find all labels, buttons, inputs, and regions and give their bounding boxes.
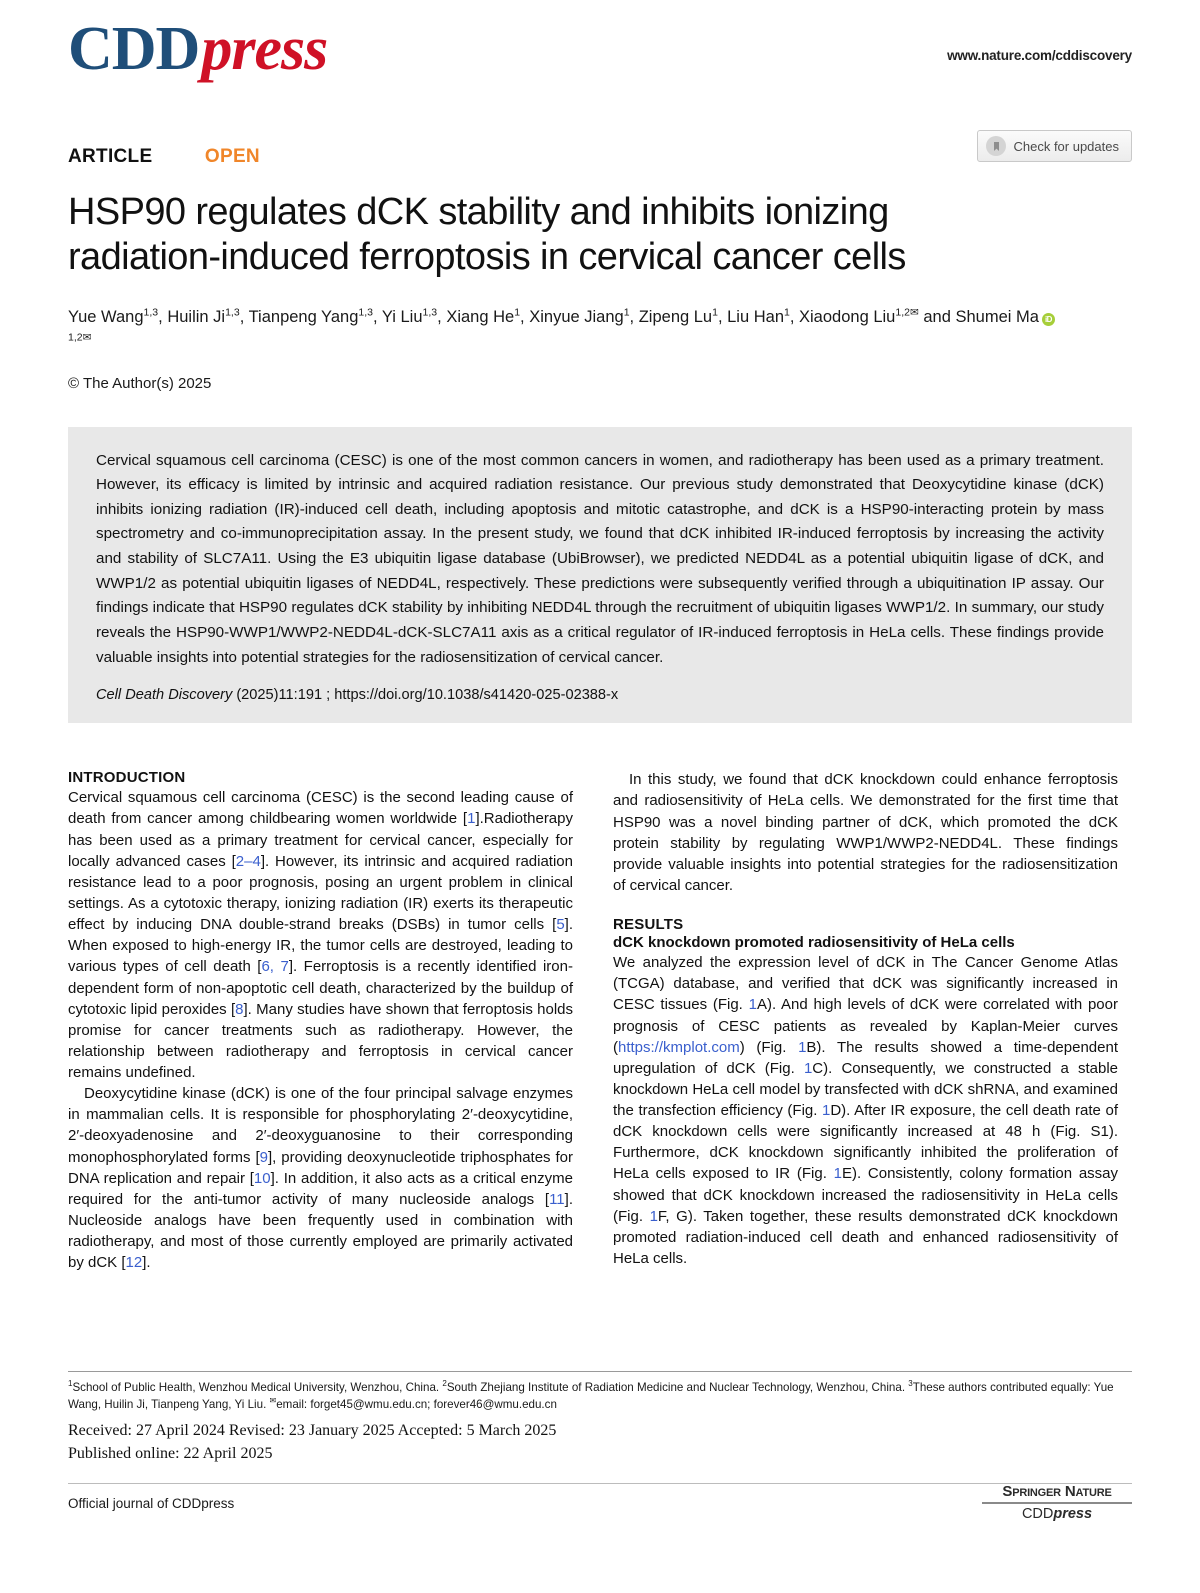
author-name[interactable]: Liu Han — [727, 308, 784, 327]
figure-link[interactable]: 1 — [822, 1102, 831, 1120]
intro2-text-c: ]. In addition, it also acts as a critical enzyme required for the anti-tumor activity of many nucleoside analogs [ — [68, 1169, 573, 1208]
author-affil-sup: 1 — [784, 306, 790, 319]
affiliations-block — [68, 1380, 1132, 1414]
affiliation-1: School of Public Health, Wenzhou Medical University, Wenzhou, China. — [72, 1381, 443, 1394]
author-affil-sup: 1,3 — [358, 306, 373, 319]
footer-cdd-text: CDD — [1021, 1506, 1054, 1522]
affil-sup-2: 2 — [442, 1379, 447, 1389]
author-name[interactable]: Xiang He — [446, 308, 515, 327]
published-online-line: Published online: 22 April 2025 — [68, 1445, 273, 1463]
figure-link[interactable]: 1 — [649, 1207, 658, 1225]
author-conjunction: and — [923, 308, 951, 327]
author-name[interactable]: Xiaodong Liu — [799, 308, 896, 327]
section-heading-introduction: INTRODUCTION — [68, 769, 186, 787]
results-text-f: D). After IR exposure, the cell death rate of dCK knockdown cells were significantly increased at 48 h (Fig. S1). Furthermore, dCK knockdown significantly inhibited the proliferation of HeLa cells exposed to IR (Fig. — [613, 1102, 1118, 1183]
reference-link[interactable]: 9 — [259, 1148, 269, 1166]
copyright-line: © The Author(s) 2025 — [68, 374, 212, 392]
results-text-d: B). The results showed a time-dependent upregulation of dCK (Fig. — [613, 1038, 1118, 1077]
section-heading-results: RESULTS — [613, 916, 684, 934]
results-text-h: F, G). Taken together, these results demonstrated dCK knockdown promoted radiation-induced cell death and enhanced radiosensitivity of HeLa cells. — [613, 1207, 1118, 1268]
cddpress-footer-text — [982, 1506, 1132, 1522]
intro2-text-d: ]. Nucleoside analogs have been frequently used in combination with radiotherapy, and most of those currently employed are primarily activated by dCK [ — [68, 1190, 573, 1272]
springer-nature-text: Springer Nature — [1002, 1483, 1112, 1500]
section-spacer — [613, 896, 1118, 916]
author-name[interactable]: Yue Wang — [68, 308, 144, 327]
intro-continuation-paragraph: In this study, we found that dCK knockdown could enhance ferroptosis and radiosensitivity of HeLa cells. We demonstrated for the first time that HSP90 was a novel binding partner of dCK, which promoted the dCK protein stability by regulating WWP1/WWP2-NEDD4L. These findings provide valuable insights into potential strategies for the radiosensitization of cervical cancer. — [613, 771, 1118, 894]
reference-link[interactable]: 2–4 — [235, 852, 261, 870]
figure-link[interactable]: 1 — [748, 996, 757, 1014]
email-envelope-icon: ✉ — [269, 1395, 277, 1405]
intro2-text-e: ]. — [142, 1254, 151, 1272]
author-affil-sup: 1,2 — [68, 331, 83, 344]
right-column — [613, 769, 1118, 1273]
kmplot-link[interactable]: https://kmplot.com — [618, 1038, 740, 1056]
article-header-row — [68, 138, 1132, 182]
springer-nature-logo — [982, 1483, 1132, 1522]
article-type-label: ARTICLE — [68, 146, 153, 167]
footer-press-text: press — [1053, 1506, 1093, 1522]
check-for-updates-label: Check for updates — [1013, 138, 1119, 154]
results-text-b: A). And high levels of dCK were correlated with poor prognosis of CESC patients as revealed by Kaplan-Meier curves ( — [613, 996, 1118, 1056]
author-affil-sup: 1 — [623, 306, 630, 319]
author-affil-sup: 1 — [712, 306, 718, 319]
footnote-divider — [68, 1371, 1132, 1372]
author-affil-sup: 1,3 — [225, 306, 240, 319]
affiliation-3: These authors contributed equally: Yue Wang, Huilin Ji, Tianpeng Yang, Yi Liu. — [68, 1381, 1114, 1411]
logo-press-text: press — [201, 15, 328, 83]
page-title: HSP90 regulates dCK stability and inhibits ionizing radiation-induced ferroptosis in cervical cancer cells — [68, 191, 906, 278]
affil-sup-3: 3 — [908, 1379, 913, 1389]
intro-text-a: Cervical squamous cell carcinoma (CESC) is the second leading cause of death from cancer among childbearing women worldwide [ — [68, 789, 573, 828]
author-affil-sup: 1,3 — [143, 306, 159, 319]
intro-text-f: ]. Many studies have shown that ferroptosis holds promise for cancer treatments such as radiotherapy. However, the relationship between radiotherapy and ferroptosis in cervical cancer remains undefined. — [68, 1000, 573, 1082]
open-access-label: OPEN — [204, 146, 260, 167]
results-text-a: We analyzed the expression level of dCK in The Cancer Genome Atlas (TCGA) database, and verified that dCK was significantly increased in CESC tissues (Fig. — [613, 954, 1118, 1014]
author-name[interactable]: Yi Liu — [381, 308, 423, 327]
cddpress-logo — [68, 15, 328, 83]
logo-divider-bar — [982, 1502, 1132, 1504]
intro-paragraph-1 — [68, 787, 573, 1083]
results-text-e: C). Consequently, we constructed a stable knockdown HeLa cell model by transfected with dCK shRNA, and examined the transfection efficiency (Fig. — [613, 1059, 1118, 1120]
publication-dates — [68, 1419, 556, 1465]
reference-link[interactable]: 10 — [253, 1169, 271, 1187]
official-journal-line: Official journal of CDDpress — [68, 1496, 235, 1511]
author-affil-sup: 1,2 — [895, 306, 910, 319]
intro-text-c: ]. However, its intrinsic and acquired radiation resistance lead to a poor prognosis, posing an urgent problem in clinical settings. As a cytotoxic therapy, ionizing radiation (IR) exerts its therapeutic effect by inducing DNA double-strand breaks (DSBs) in tumor cells [ — [68, 852, 573, 934]
corresponding-author-envelope-icon: ✉ — [82, 331, 92, 344]
reference-link[interactable]: 11 — [549, 1190, 565, 1208]
subsection-heading-dck-knockdown: dCK knockdown promoted radiosensitivity of HeLa cells — [613, 934, 1015, 952]
affiliation-2: South Zhejiang Institute of Radiation Medicine and Nuclear Technology, Wenzhou, China. — [446, 1381, 909, 1394]
author-affil-sup: 1,3 — [422, 306, 438, 319]
reference-link[interactable]: 5 — [556, 916, 565, 934]
intro2-text-a: Deoxycytidine kinase (dCK) is one of the four principal salvage enzymes in mammalian cells. It is responsible for phosphorylating 2′-deoxycytidine, 2′-deoxyadenosine and 2′-deoxyguanosine to their corresponding monophosphorylated forms [ — [68, 1085, 573, 1166]
affil-sup-1: 1 — [68, 1379, 73, 1389]
intro2-text-b: ], providing deoxynucleotide triphosphates for DNA replication and repair [ — [68, 1148, 573, 1187]
author-name[interactable]: Zipeng Lu — [638, 308, 713, 327]
reference-link[interactable]: 1 — [467, 810, 476, 828]
bookmark-circle-icon — [986, 136, 1006, 156]
reference-link[interactable]: 8 — [235, 1000, 244, 1018]
author-name[interactable]: Tianpeng Yang — [248, 308, 359, 327]
figure-link[interactable]: 1 — [798, 1038, 807, 1056]
results-paragraph-1 — [613, 952, 1118, 1269]
author-name[interactable]: Xinyue Jiang — [529, 308, 624, 327]
results-text-g: E). Consistently, colony formation assay showed that dCK knockdown increased the radiosensitivity in HeLa cells (Fig. — [613, 1165, 1119, 1225]
reference-link[interactable]: 12 — [125, 1254, 143, 1272]
received-revised-accepted-line: Received: 27 April 2024 Revised: 23 January 2025 Accepted: 5 March 2025 — [68, 1422, 557, 1439]
corresponding-author-envelope-icon: ✉ — [909, 306, 919, 319]
intro-paragraph-2 — [68, 1083, 573, 1273]
journal-url[interactable]: www.nature.com/cddiscovery — [947, 48, 1132, 63]
figure-link[interactable]: 1 — [803, 1059, 813, 1077]
author-list: Yue Wang$^{1,3}$, Huilin Ji$^{1,3}$, Tianpeng Yang$^{1,3}$, Yi Liu$^{1,3}$, Xiang He$^1$, Xinyue Jiang$^1$, Zipeng Lu$^1$, Liu Han$^1$, Xiaodong Liu$^{1,2✉}$ and Shumei Ma $iD^{1,2✉}$ — [68, 305, 1058, 355]
intro-text-e: ]. Ferroptosis is a recently identified iron-dependent form of non-apoptotic cell death, characterized by the buildup of cytotoxic lipid peroxides [ — [68, 958, 573, 1018]
author-name[interactable]: Huilin Ji — [167, 308, 226, 327]
masthead — [68, 0, 1132, 118]
citation-doi[interactable]: (2025)11:191 ; https://doi.org/10.1038/s41420-025-02388-x — [232, 687, 619, 704]
correspondence-emails[interactable]: email: forget45@wmu.edu.cn; forever46@wmu.edu.cn — [276, 1397, 557, 1411]
body-columns — [68, 769, 1132, 1273]
results-text-c: ) (Fig. — [739, 1038, 799, 1056]
citation-journal-name: Cell Death Discovery — [96, 687, 233, 704]
check-for-updates-badge[interactable] — [977, 130, 1132, 162]
footer-divider — [68, 1483, 1132, 1484]
intro-text-d: ]. When exposed to high-energy IR, the tumor cells are destroyed, leading to various types of cell death [ — [68, 916, 573, 976]
abstract-text: Cervical squamous cell carcinoma (CESC) is one of the most common cancers in women, and radiotherapy has been used as a primary treatment. However, its efficacy is limited by intrinsic and acquired radiation resistance. Our previous study demonstrated that Deoxycytidine kinase (dCK) inhibits ionizing radiation (IR)-induced cell death, including apoptosis and mitotic catastrophe, and dCK is a HSP90-interacting protein by mass spectrometry and co-immunoprecipitation assay. In the present study, we found that dCK inhibited IR-induced ferroptosis by increasing the activity and stability of SLC7A11. Using the E3 ubiquitin ligase database (UbiBrowser), we predicted NEDD4L as a potential ubiquitin ligase of dCK, and WWP1/2 as potential ubiquitin ligases of NEDD4L, respectively. These predictions were subsequently verified through a ubiquitination IP assay. Our findings indicate that HSP90 regulates dCK stability by inhibiting NEDD4L through the recruitment of ubiquitin ligases WWP1/2. In summary, our study reveals the HSP90-WWP1/WWP2-NEDD4L-dCK-SLC7A11 axis as a critical regulator of IR-induced ferroptosis in HeLa cells. These findings provide valuable insights into potential strategies for the radiosensitization of cervical cancer. — [96, 451, 1104, 666]
logo-cdd-text: CDD — [68, 15, 200, 83]
intro-text-b: ].Radiotherapy has been used as a primary treatment for cervical cancer, especially for locally advanced cases [ — [68, 810, 573, 870]
left-column — [68, 769, 573, 1273]
figure-link[interactable]: 1 — [833, 1165, 842, 1183]
citation-line — [96, 687, 1104, 703]
author-affil-sup: 1 — [514, 306, 521, 319]
orcid-icon[interactable]: iD — [1042, 313, 1055, 326]
reference-link[interactable]: 6, 7 — [261, 958, 289, 976]
abstract-box — [68, 427, 1132, 724]
author-name[interactable]: Shumei Ma — [955, 308, 1039, 327]
